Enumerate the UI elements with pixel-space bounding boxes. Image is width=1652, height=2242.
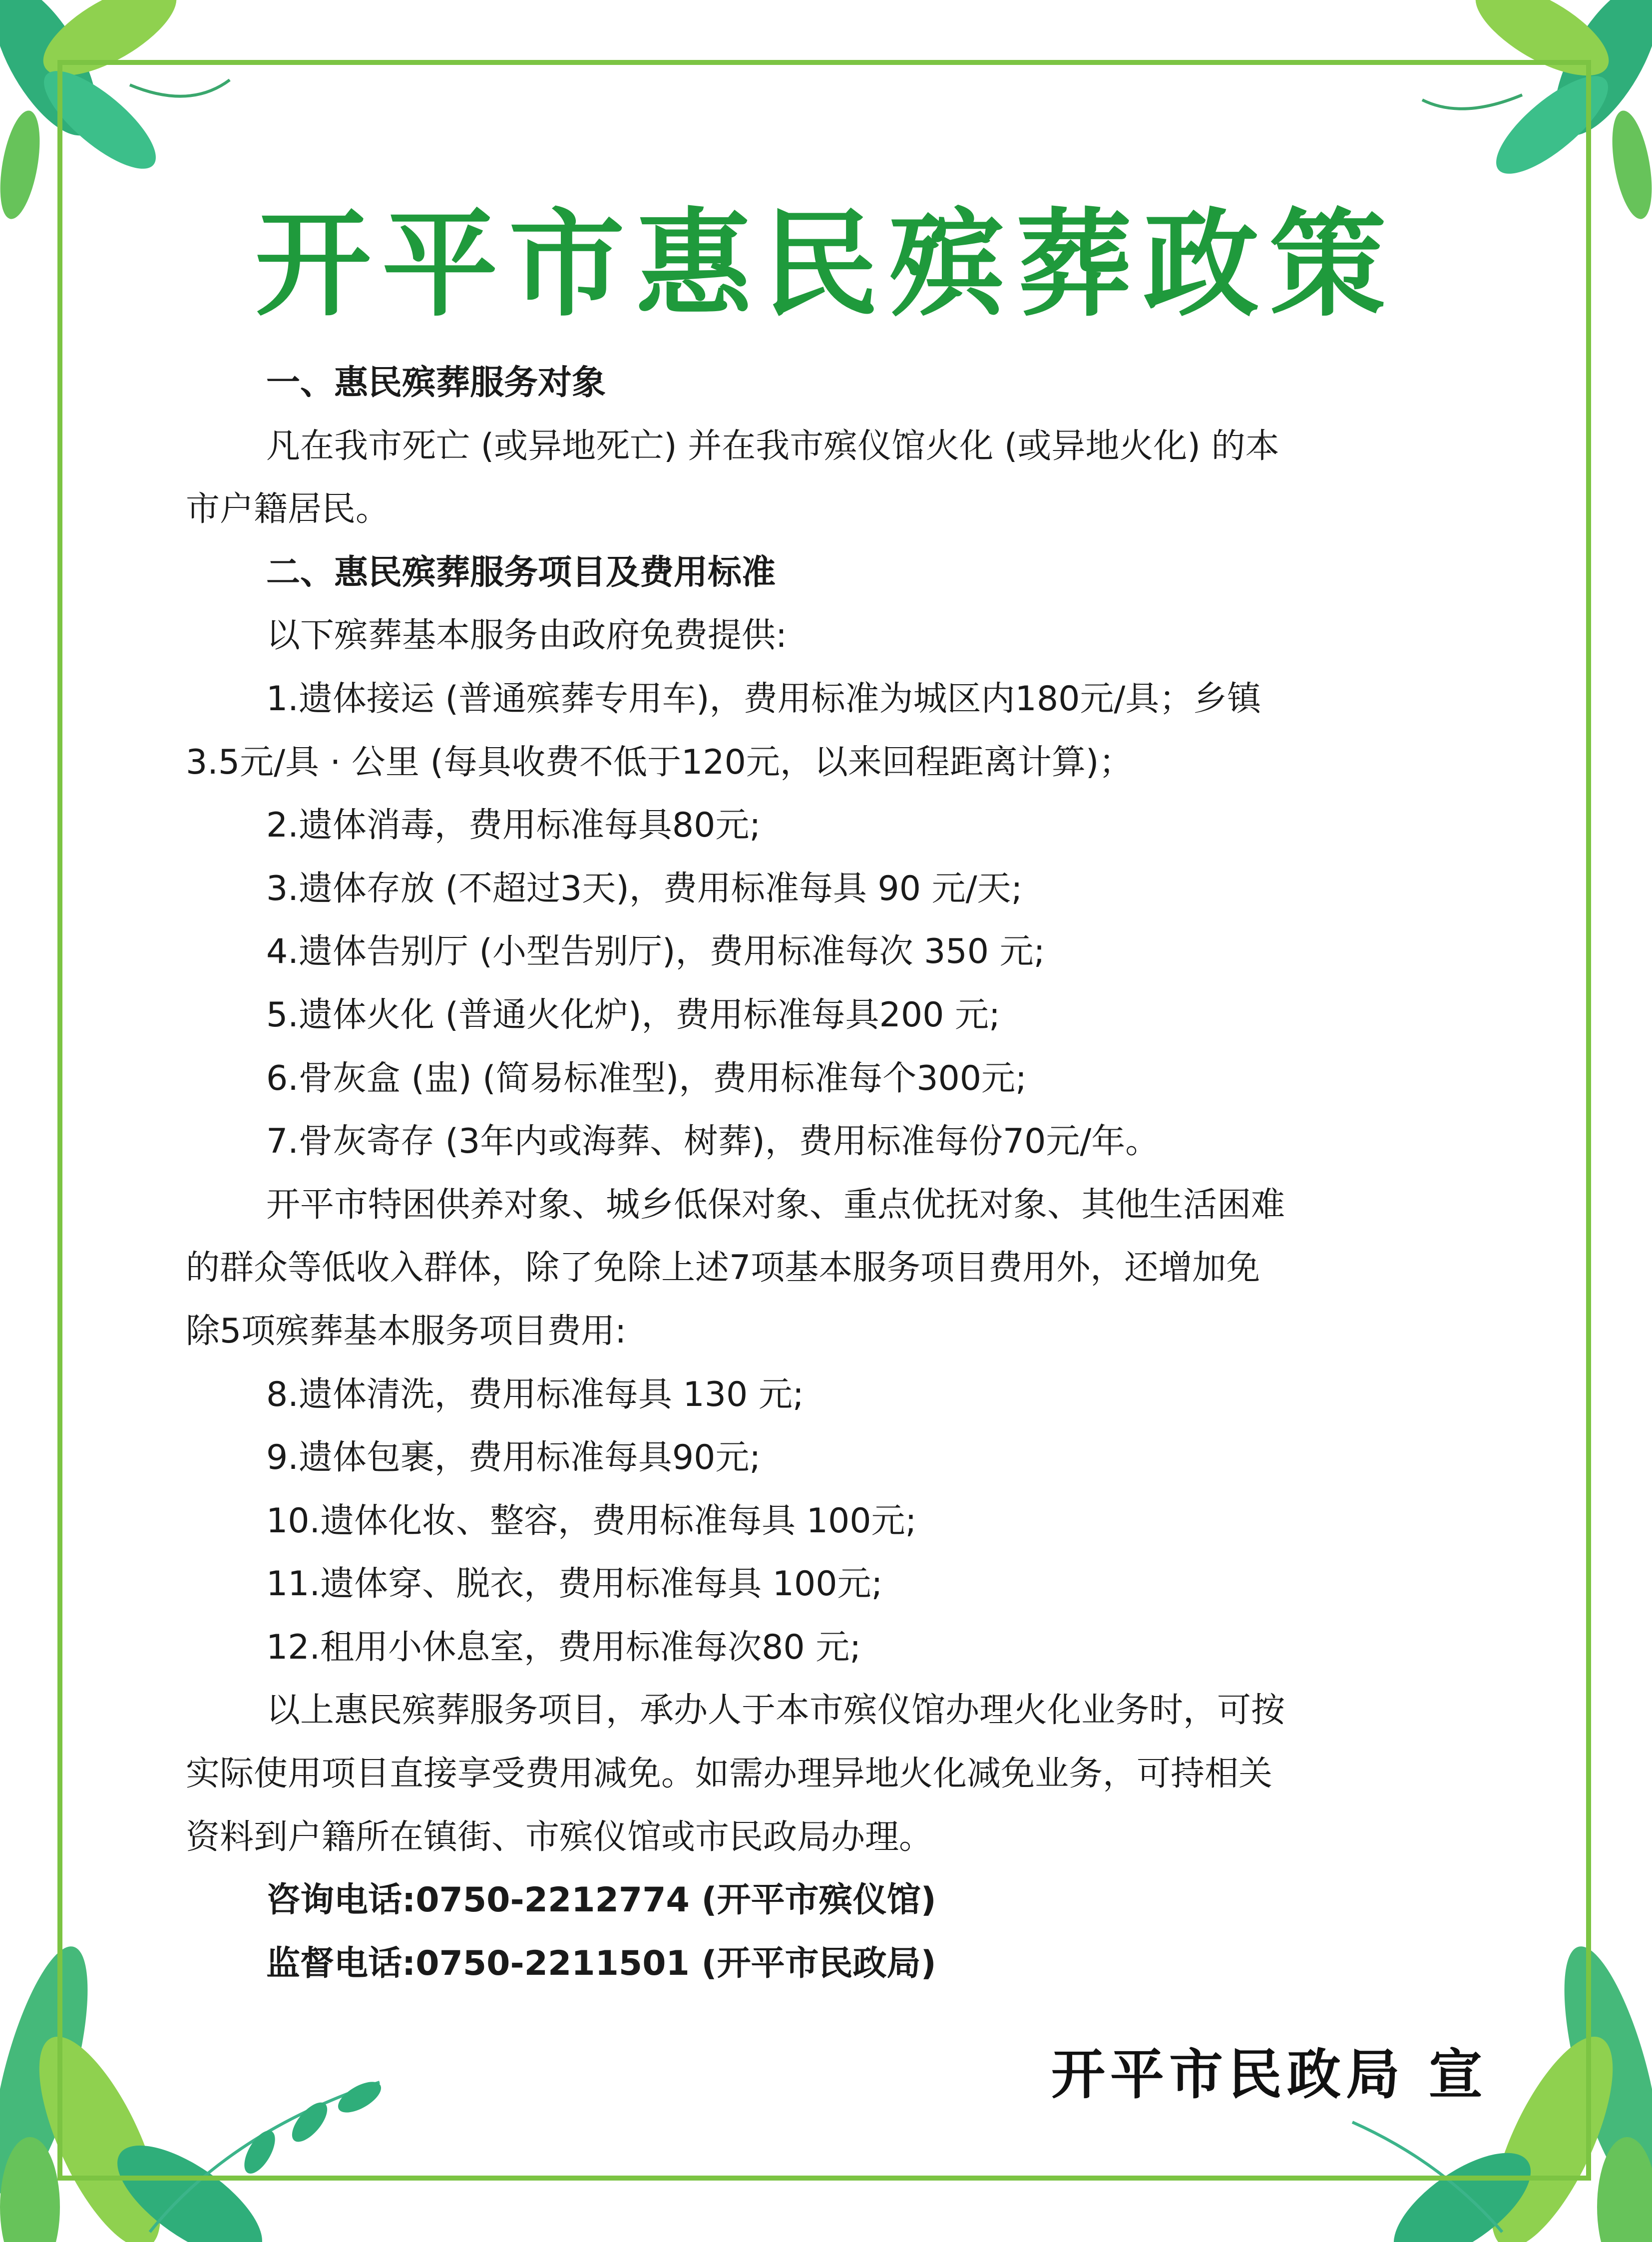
- section-heading-line: 一、惠民殡葬服务对象: [266, 363, 606, 403]
- text-line: 实际使用项目直接享受费用减免。如需办理异地火化减免业务，可持相关: [186, 1754, 1273, 1794]
- text-line: 以下殡葬基本服务由政府免费提供:: [266, 616, 787, 656]
- text-line: 8.遗体清洗，费用标准每具 130 元;: [266, 1374, 804, 1414]
- text-line: 7.骨灰寄存 (3年内或海葬、树葬)，费用标准每份70元/年。: [266, 1122, 1160, 1162]
- text-line: 2.遗体消毒，费用标准每具80元;: [266, 806, 761, 846]
- text-line: 以上惠民殡葬服务项目，承办人于本市殡仪馆办理火化业务时，可按: [266, 1691, 1285, 1731]
- section-heading-line: 咨询电话:0750-2212774 (开平市殡仪馆): [266, 1880, 936, 1920]
- text-line: 1.遗体接运 (普通殡葬专用车)，费用标准为城区内180元/具；乡镇: [266, 679, 1261, 719]
- section-heading-line: 监督电话:0750-2211501 (开平市民政局): [266, 1943, 936, 1983]
- text-line: 5.遗体火化 (普通火化炉)，费用标准每具200 元;: [266, 995, 1000, 1035]
- page-title: 开平市惠民殡葬政策: [255, 197, 1397, 332]
- text-line: 除5项殡葬基本服务项目费用:: [186, 1311, 627, 1351]
- text-line: 市户籍居民。: [186, 489, 390, 529]
- text-line: 3.5元/具 · 公里 (每具收费不低于120元，以来回程距离计算)；: [186, 742, 1133, 782]
- text-line: 的群众等低收入群体，除了免除上述7项基本服务项目费用外，还增加免: [186, 1248, 1260, 1288]
- text-line: 4.遗体告别厅 (小型告别厅)，费用标准每次 350 元;: [266, 932, 1045, 972]
- text-line: 开平市特困供养对象、城乡低保对象、重点优抚对象、其他生活困难: [266, 1185, 1285, 1225]
- text-line: 12.租用小休息室，费用标准每次80 元;: [266, 1627, 861, 1667]
- text-line: 6.骨灰盒 (盅) (简易标准型)，费用标准每个300元;: [266, 1058, 1027, 1098]
- text-line: 资料到户籍所在镇街、市殡仪馆或市民政局办理。: [186, 1817, 933, 1857]
- text-line: 3.遗体存放 (不超过3天)，费用标准每具 90 元/天;: [266, 869, 1023, 908]
- policy-text-body: [186, 352, 1424, 1995]
- text-line: 凡在我市死亡 (或异地死亡) 并在我市殡仪馆火化 (或异地火化) 的本: [266, 426, 1279, 466]
- text-line: 11.遗体穿、脱衣，费用标准每具 100元;: [266, 1564, 883, 1604]
- text-line: 9.遗体包裹，费用标准每具90元;: [266, 1438, 761, 1478]
- issuer-signature: 开平市民政局 宣: [1051, 2044, 1488, 2106]
- text-line: 10.遗体化妆、整容，费用标准每具 100元;: [266, 1501, 917, 1541]
- section-heading-line: 二、惠民殡葬服务项目及费用标准: [266, 552, 776, 592]
